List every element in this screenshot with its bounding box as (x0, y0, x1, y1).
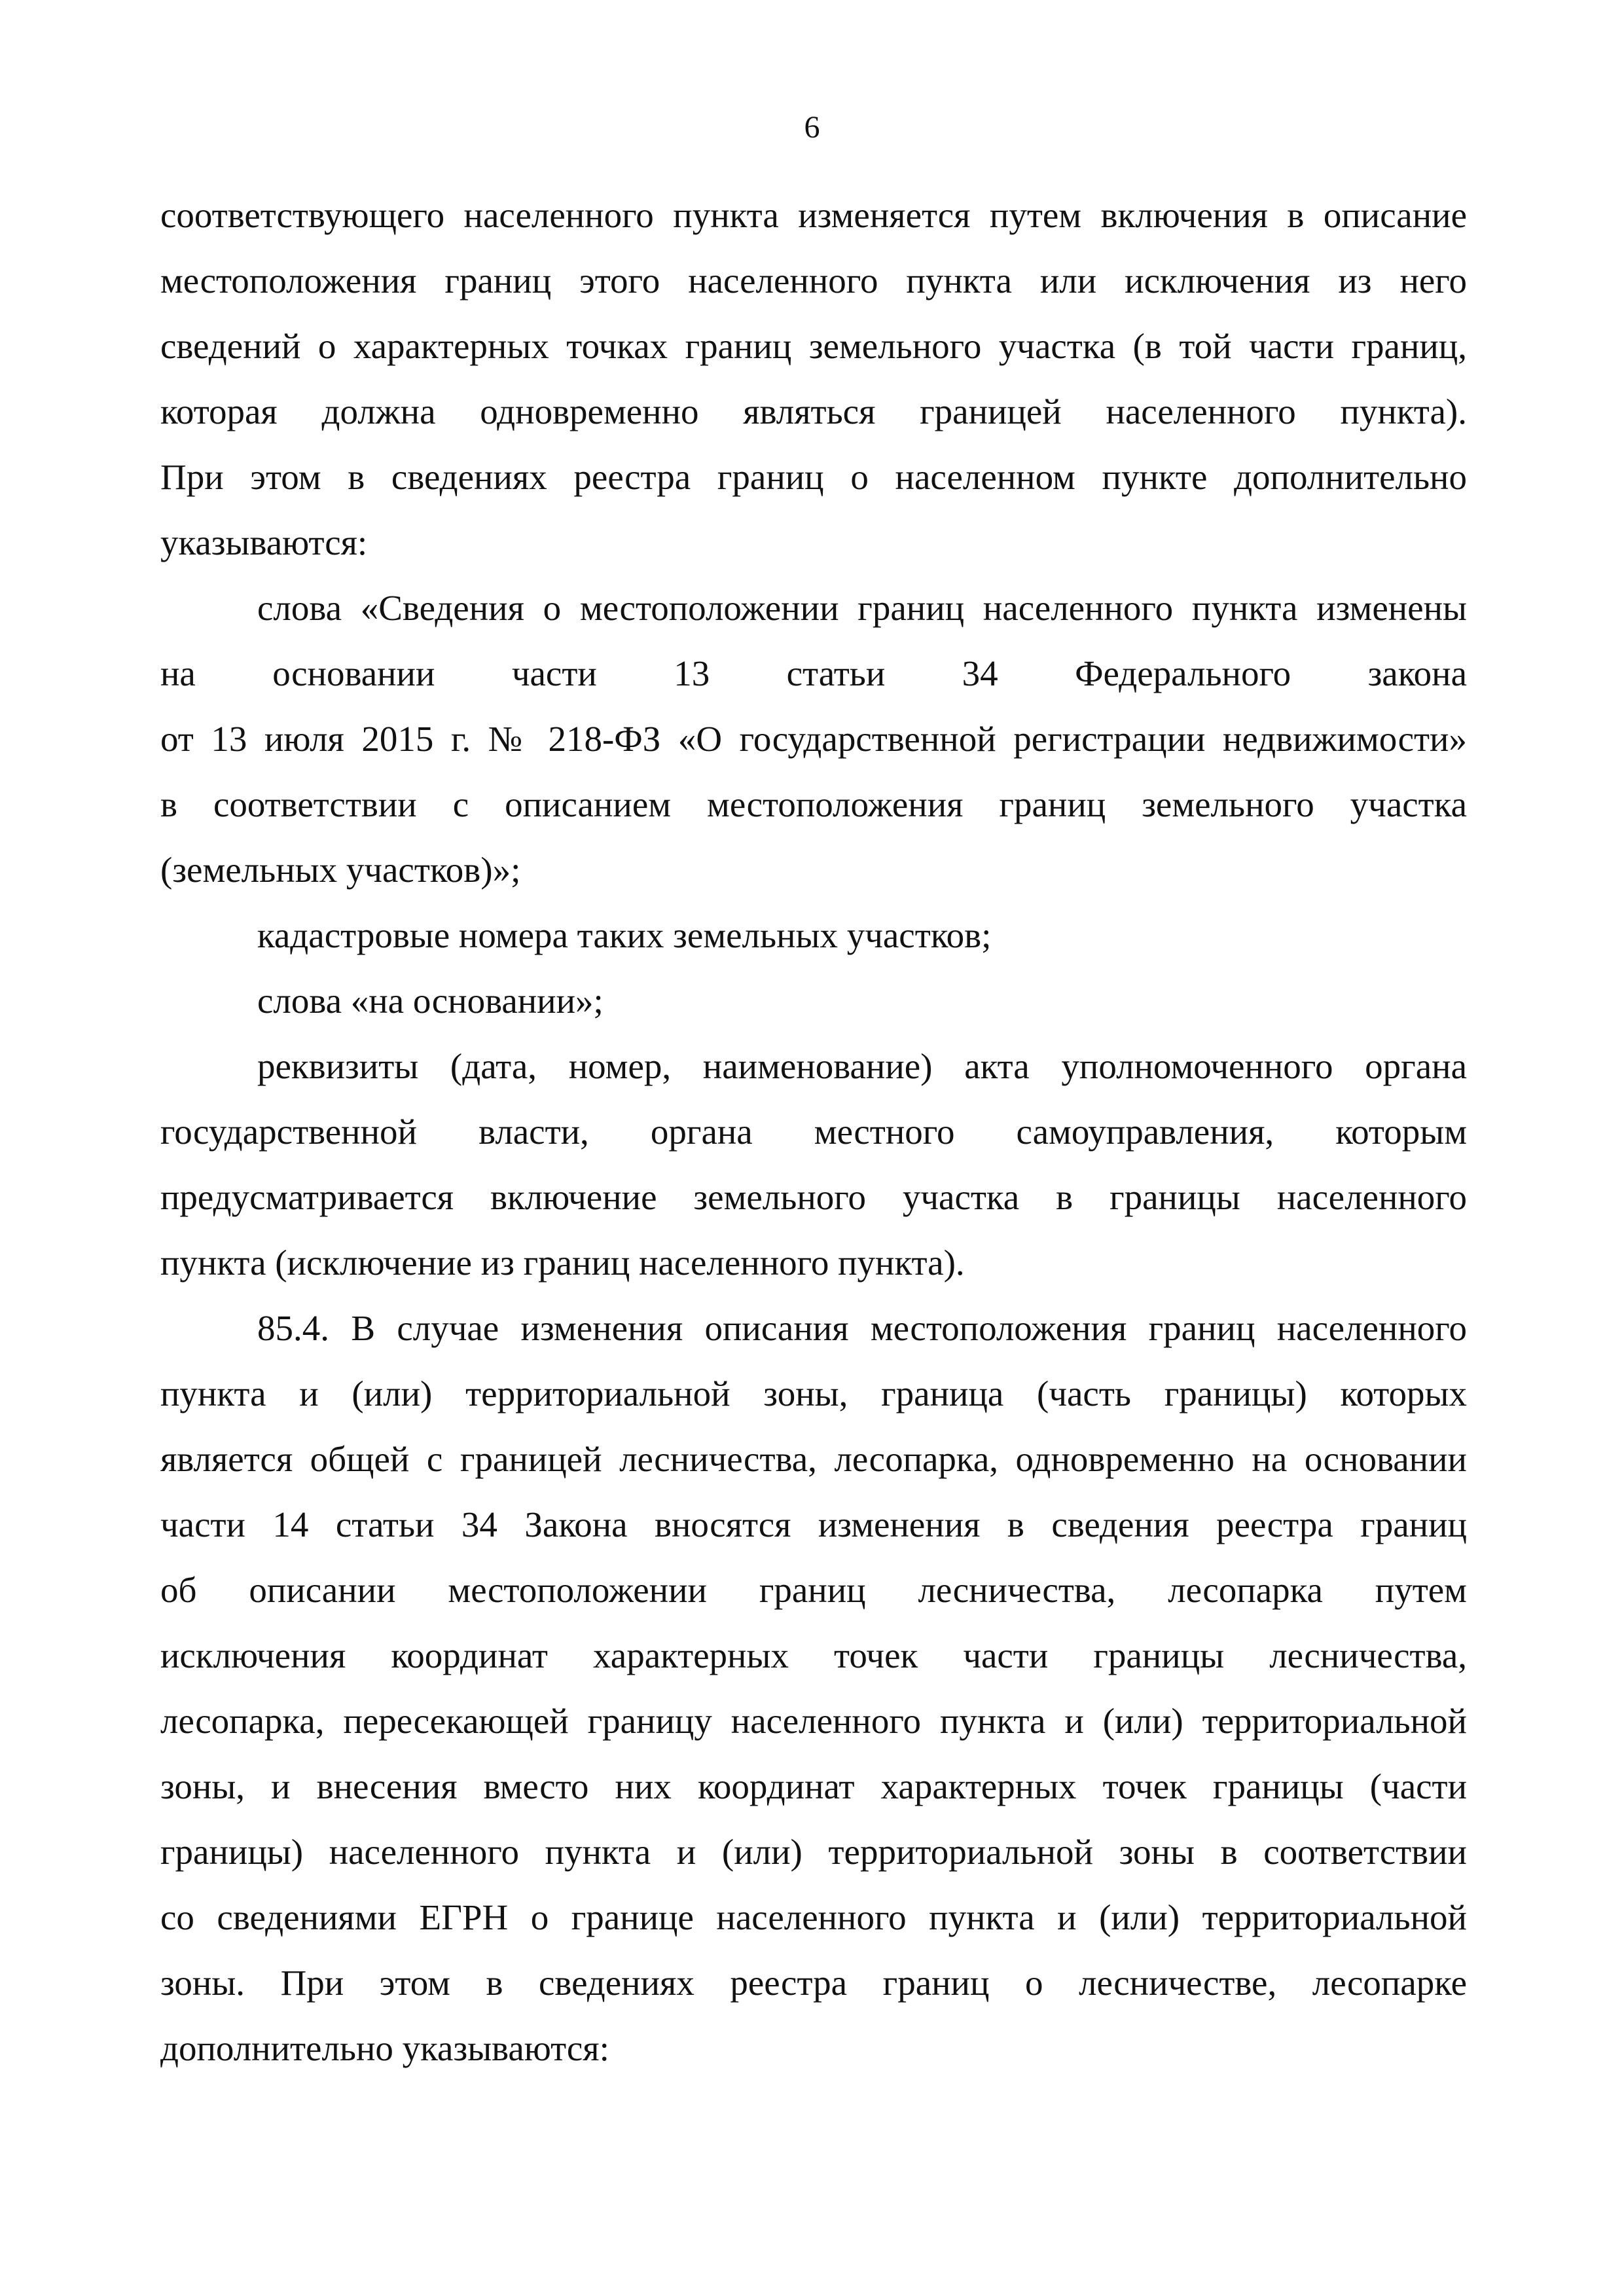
text-line: 85.4. В случае изменения описания местоположения границ населенного (257, 1308, 1467, 1348)
text-line: кадастровые номера таких земельных участков; (257, 915, 992, 955)
page-number: 6 (804, 110, 820, 145)
text-line: (земельных участков)»; (160, 850, 521, 890)
text-line: зоны, и внесения вместо них координат характерных точек границы (части (160, 1766, 1467, 1806)
text-line: дополнительно указываются: (160, 2028, 609, 2068)
text-line: со сведениями ЕГРН о границе населенного пункта и (или) территориальной (160, 1897, 1467, 1937)
text-line: лесопарка, пересекающей границу населенного пункта и (или) территориальной (160, 1701, 1467, 1741)
text-line: предусматривается включение земельного участка в границы населенного (160, 1177, 1467, 1217)
text-line: слова «Сведения о местоположении границ населенного пункта изменены (257, 588, 1467, 628)
text-line: является общей с границей лесничества, лесопарка, одновременно на основании (160, 1439, 1467, 1479)
text-line: в соответствии с описанием местоположения границ земельного участка (160, 784, 1467, 824)
text-line: зоны. При этом в сведениях реестра границ о лесничестве, лесопарке (160, 1963, 1467, 2003)
text-line: государственной власти, органа местного самоуправления, которым (160, 1112, 1467, 1152)
text-line: местоположения границ этого населенного пункта или исключения из него (160, 261, 1467, 301)
text-line: от 13 июля 2015 г. № 218-ФЗ «О государственной регистрации недвижимости» (160, 719, 1467, 759)
text-line: исключения координат характерных точек части границы лесничества, (160, 1635, 1467, 1675)
text-line: которая должна одновременно являться границей населенного пункта). (160, 392, 1467, 431)
text-line: на основании части 13 статьи 34 Федерального закона (160, 653, 1467, 693)
text-line: соответствующего населенного пункта изменяется путем включения в описание (160, 195, 1467, 235)
text-line: реквизиты (дата, номер, наименование) акта уполномоченного органа (257, 1046, 1467, 1086)
text-line: пункта (исключение из границ населенного пункта). (160, 1243, 965, 1283)
text-line: об описании местоположении границ лесничества, лесопарка путем (160, 1570, 1467, 1610)
text-line: указываются: (160, 522, 368, 562)
text-line: границы) населенного пункта и (или) территориальной зоны в соответствии (160, 1832, 1467, 1872)
text-line: сведений о характерных точках границ земельного участка (в той части границ, (160, 326, 1467, 366)
text-line: части 14 статьи 34 Закона вносятся изменения в сведения реестра границ (160, 1504, 1467, 1544)
text-line: пункта и (или) территориальной зоны, граница (часть границы) которых (160, 1374, 1467, 1413)
text-line: слова «на основании»; (257, 981, 604, 1021)
text-line: При этом в сведениях реестра границ о населенном пункте дополнительно (160, 457, 1467, 497)
